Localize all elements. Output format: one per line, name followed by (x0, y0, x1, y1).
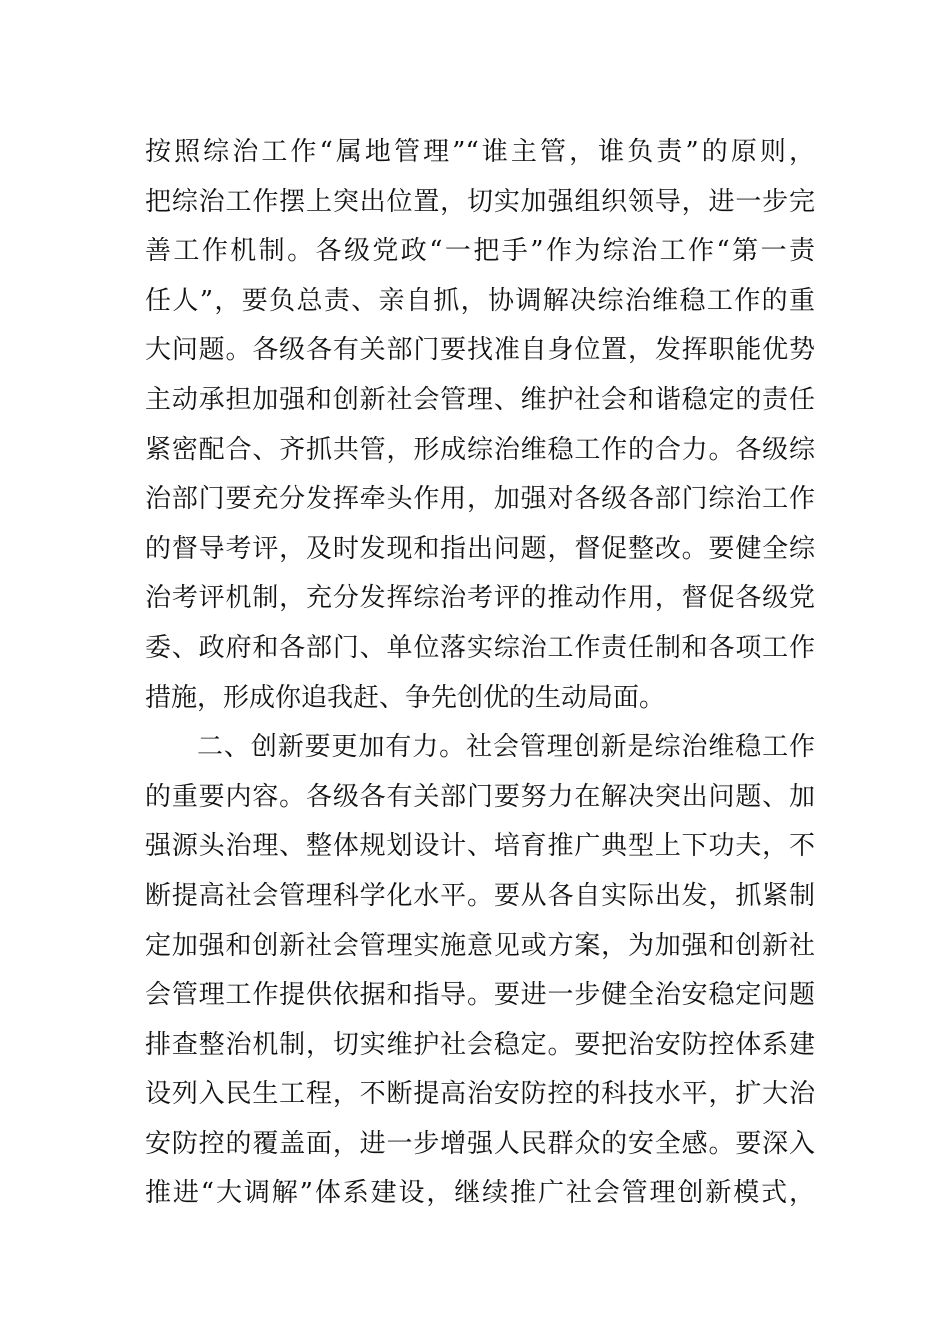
text-line: 安防控的覆盖面，进一步增强人民群众的安全感。要深入 (145, 1128, 815, 1159)
text-line: 把综治工作摆上突出位置，切实加强组织领导，进一步完 (145, 186, 815, 217)
text-line: 设列入民生工程，不断提高治安防控的科技水平，扩大治 (145, 1079, 815, 1110)
text-line: 的督导考评，及时发现和指出问题，督促整改。要健全综 (145, 533, 815, 564)
text-line: 任人”，要负总责、亲自抓，协调解决综治维稳工作的重 (145, 285, 815, 316)
text-line: 断提高社会管理科学化水平。要从各自实际出发，抓紧制 (145, 880, 815, 911)
text-line: 措施，形成你追我赶、争先创优的生动局面。 (145, 682, 666, 713)
text-line: 委、政府和各部门、单位落实综治工作责任制和各项工作 (145, 632, 815, 663)
text-line: 强源头治理、整体规划设计、培育推广典型上下功夫，不 (145, 831, 815, 862)
text-line: 会管理工作提供依据和指导。要进一步健全治安稳定问题 (145, 980, 815, 1011)
text-line: 定加强和创新社会管理实施意见或方案，为加强和创新社 (145, 930, 815, 961)
text-line: 推进“大调解”体系建设，继续推广社会管理创新模式， (145, 1178, 815, 1209)
text-line: 治部门要充分发挥牵头作用，加强对各级各部门综治工作 (145, 484, 815, 515)
text-line: 排查整治机制，切实维护社会稳定。要把治安防控体系建 (145, 1029, 815, 1060)
text-line: 治考评机制，充分发挥综治考评的推动作用，督促各级党 (145, 583, 815, 614)
text-line: 紧密配合、齐抓共管，形成综治维稳工作的合力。各级综 (145, 434, 815, 465)
text-line: 二、创新要更加有力。社会管理创新是综治维稳工作 (197, 732, 815, 763)
text-line: 主动承担加强和创新社会管理、维护社会和谐稳定的责任 (145, 384, 815, 415)
text-line: 的重要内容。各级各有关部门要努力在解决突出问题、加 (145, 781, 815, 812)
paragraph-2 (145, 723, 815, 1219)
paragraph-1 (145, 128, 815, 723)
text-line: 善工作机制。各级党政“一把手”作为综治工作“第一责 (145, 236, 815, 267)
text-line: 按照综治工作“属地管理”“谁主管，谁负责”的原则， (145, 137, 815, 167)
document-body (145, 128, 815, 1219)
text-line: 大问题。各级各有关部门要找准自身位置，发挥职能优势 (145, 335, 815, 366)
